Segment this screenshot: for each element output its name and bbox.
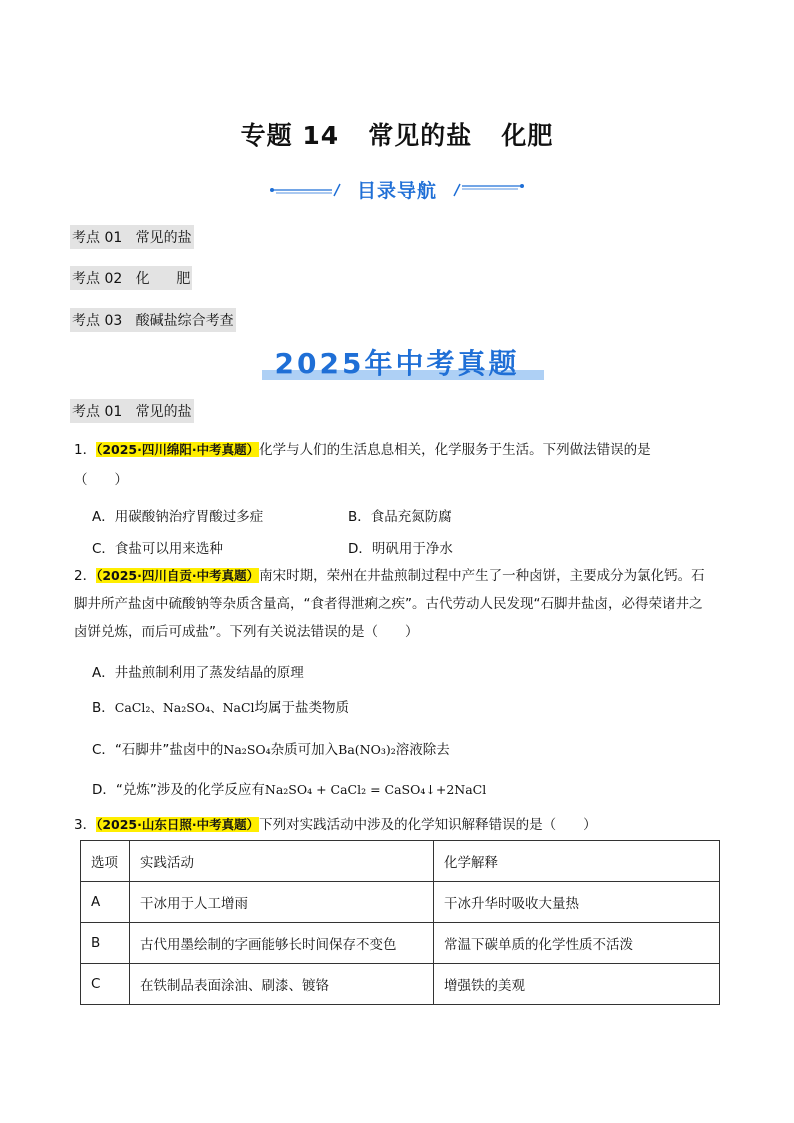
table-row[interactable] bbox=[81, 964, 720, 1005]
option-text: 杂质可加入 bbox=[270, 742, 339, 758]
table-row[interactable] bbox=[81, 882, 720, 923]
title-topic-number: 专题 14 bbox=[240, 121, 340, 150]
table-row[interactable] bbox=[81, 923, 720, 964]
table-cell: B bbox=[81, 923, 130, 964]
chemical-equation: Na₂SO₄ + CaCl₂ = CaSO₄↓+2NaCl bbox=[264, 782, 487, 797]
question-number: 3． bbox=[74, 817, 97, 833]
toc-name: 常见的盐 bbox=[135, 230, 192, 246]
question-source: （2025·山东日照·中考真题） bbox=[96, 817, 260, 832]
option-text: 溶液除去 bbox=[395, 742, 450, 758]
toc-item-1[interactable] bbox=[70, 225, 194, 249]
table-header-row bbox=[81, 841, 720, 882]
page-title bbox=[0, 116, 794, 152]
toc-label: 考点 03 bbox=[72, 313, 123, 329]
question-2-line-1 bbox=[74, 563, 734, 589]
toc-label: 考点 02 bbox=[72, 271, 123, 287]
section-name: 常见的盐 bbox=[135, 404, 192, 420]
table-cell: C bbox=[81, 964, 130, 1005]
toc-item-3[interactable] bbox=[70, 308, 236, 332]
question-source: （2025·四川自贡·中考真题） bbox=[96, 568, 260, 583]
q2-option-d[interactable] bbox=[92, 778, 486, 798]
option-text: C．“石脚井”盐卤中的 bbox=[92, 742, 224, 758]
q1-option-b[interactable]: B．食品充氮防腐 bbox=[348, 509, 452, 525]
question-source: （2025·四川绵阳·中考真题） bbox=[96, 442, 260, 457]
option-text: D．“兑炼”涉及的化学反应有 bbox=[92, 782, 265, 798]
question-number: 2． bbox=[74, 568, 97, 584]
question-1-paren: （ ） bbox=[74, 472, 128, 488]
table-header: 选项 bbox=[81, 841, 130, 882]
question-2-line-2: 脚井所产盐卤中硫酸钠等杂质含量高，“食者得泄痢之疾”。古代劳动人民发现“石脚井盐卤，必得荣诸井之 bbox=[74, 596, 703, 612]
nav-heading: 目录导航 bbox=[356, 180, 437, 202]
q3-table bbox=[80, 840, 720, 1005]
option-text: 均属于盐类物质 bbox=[254, 700, 350, 716]
q2-option-a[interactable]: A．井盐煎制利用了蒸发结晶的原理 bbox=[92, 665, 304, 681]
year-heading: 2025年中考真题 bbox=[274, 347, 520, 380]
question-number: 1． bbox=[74, 442, 97, 458]
table-cell: 干冰升华时吸收大量热 bbox=[434, 882, 720, 923]
title-topic-name: 常见的盐 bbox=[368, 121, 473, 150]
q2-option-b[interactable] bbox=[92, 696, 349, 716]
question-text: 化学与人们的生活息息相关，化学服务于生活。下列做法错误的是 bbox=[259, 442, 651, 458]
chemical-formula: CaCl₂、Na₂SO₄、NaCl bbox=[114, 700, 255, 715]
toc-item-2[interactable] bbox=[70, 266, 192, 290]
table-cell: 干冰用于人工增雨 bbox=[130, 882, 434, 923]
chemical-formula: Ba(NO₃)₂ bbox=[338, 742, 396, 757]
table-cell: 在铁制品表面涂油、刷漆、镀铬 bbox=[130, 964, 434, 1005]
q1-option-a[interactable]: A．用碳酸钠治疗胃酸过多症 bbox=[92, 509, 264, 525]
toc-label: 考点 01 bbox=[72, 230, 123, 246]
option-letter: B． bbox=[92, 700, 115, 716]
question-2-line-3: 卤饼兑炼，而后可成盐”。下列有关说法错误的是（ ） bbox=[74, 624, 419, 640]
table-cell: A bbox=[81, 882, 130, 923]
title-topic-name-2: 化肥 bbox=[501, 121, 554, 150]
question-1-stem bbox=[74, 437, 724, 463]
question-3-stem bbox=[74, 812, 724, 838]
table-header: 化学解释 bbox=[434, 841, 720, 882]
chemical-formula: Na₂SO₄ bbox=[223, 742, 271, 757]
table-header: 实践活动 bbox=[130, 841, 434, 882]
q1-option-d[interactable]: D．明矾用于净水 bbox=[348, 541, 453, 557]
q2-option-c[interactable] bbox=[92, 738, 450, 758]
question-text: 下列对实践活动中涉及的化学知识解释错误的是（ ） bbox=[259, 817, 597, 833]
table-cell: 增强铁的美观 bbox=[434, 964, 720, 1005]
toc-name: 酸碱盐综合考查 bbox=[135, 313, 234, 329]
section-label: 考点 01 bbox=[72, 404, 123, 420]
table-cell: 常温下碳单质的化学性质不活泼 bbox=[434, 923, 720, 964]
toc-name: 化 肥 bbox=[135, 271, 191, 287]
question-text: 南宋时期，荣州在井盐煎制过程中产生了一种卤饼，主要成分为氯化钙。石 bbox=[259, 568, 705, 584]
q1-option-c[interactable]: C．食盐可以用来选种 bbox=[92, 541, 223, 557]
section-heading bbox=[70, 399, 194, 423]
table-cell: 古代用墨绘制的字画能够长时间保存不变色 bbox=[130, 923, 434, 964]
